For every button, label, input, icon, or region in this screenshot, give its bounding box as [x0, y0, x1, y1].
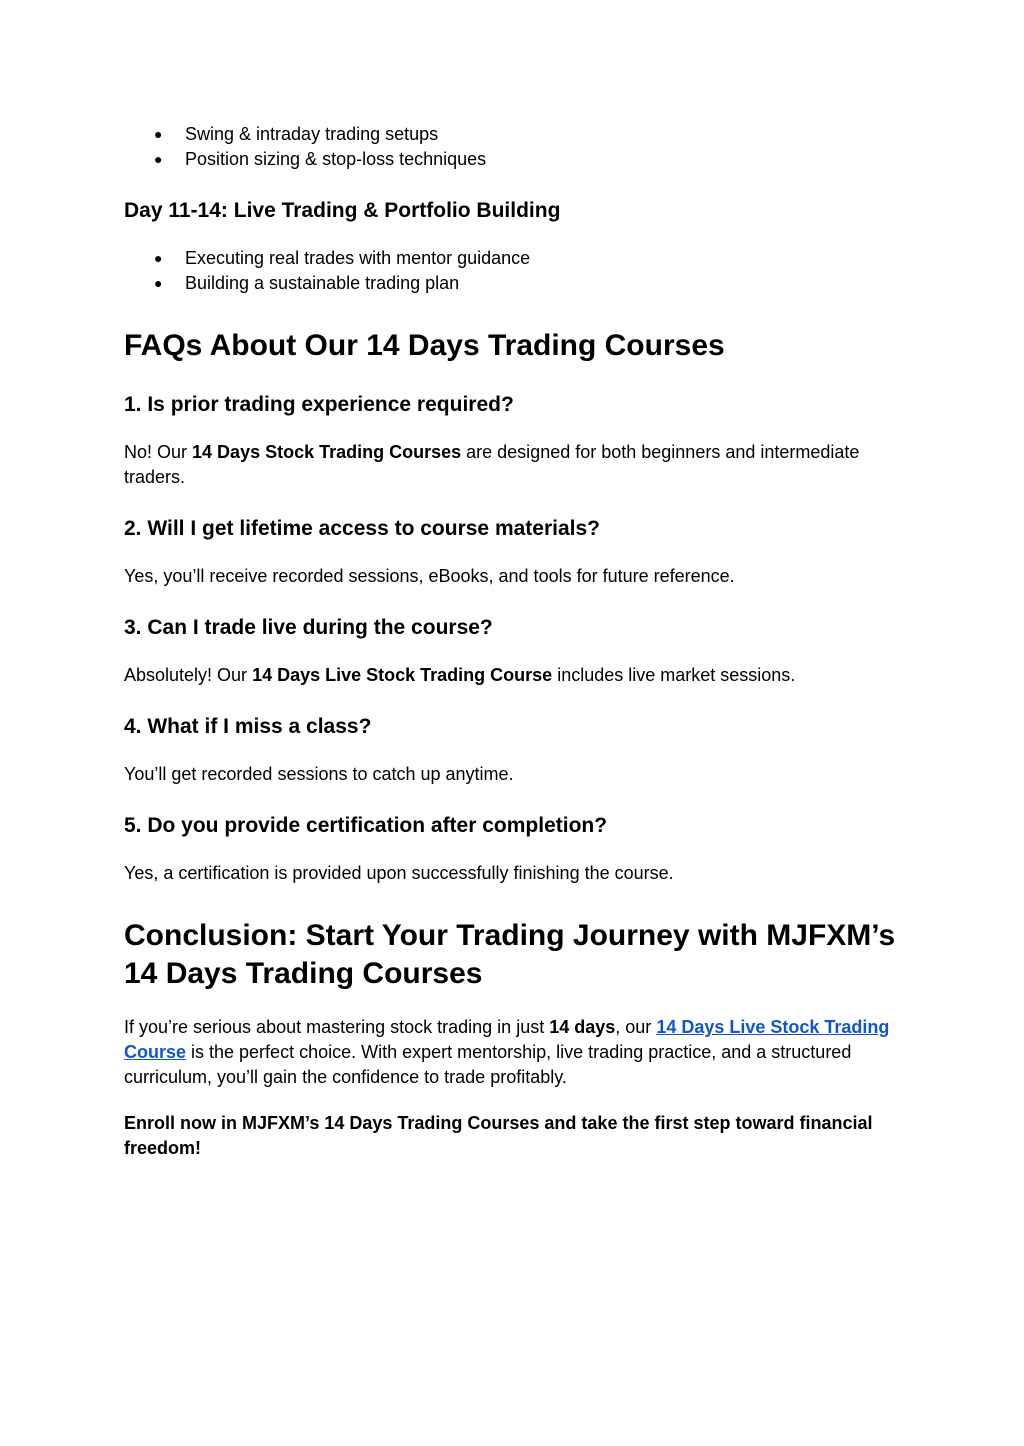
- bullet-icon: ●: [154, 250, 163, 266]
- day-section-bullet-list: [124, 246, 530, 296]
- faq-question-5: 5. Do you provide certification after completion?: [124, 814, 608, 837]
- faq-question-1: 1. Is prior trading experience required?: [124, 393, 514, 416]
- enroll-cta: Enroll now in MJFXM’s 14 Days Trading Courses and take the first step toward financial freedom!: [124, 1113, 873, 1158]
- list-item: ● Executing real trades with mentor guidance: [124, 246, 530, 271]
- list-item: ● Position sizing & stop-loss techniques: [124, 147, 486, 172]
- bullet-icon: ●: [154, 151, 163, 167]
- bullet-icon: ●: [154, 275, 163, 291]
- course-link[interactable]: 14 Days Live Stock Trading Course: [124, 1017, 890, 1062]
- faq-answer-1: No! Our 14 Days Stock Trading Courses are designed for both beginners and intermediate traders.: [124, 442, 860, 487]
- faq-question-3: 3. Can I trade live during the course?: [124, 616, 493, 639]
- intro-bullet-list: [124, 122, 486, 172]
- conclusion-paragraph: If you’re serious about mastering stock trading in just 14 days, our 14 Days Live Stock Trading Course is the perfect choice. With expert mentorship, live trading practice, and a structured curriculum, you’ll gain the confidence to trade profitably.: [124, 1017, 890, 1087]
- conclusion-heading: Conclusion: Start Your Trading Journey with MJFXM’s 14 Days Trading Courses: [124, 919, 896, 990]
- faq-question-2: 2. Will I get lifetime access to course materials?: [124, 517, 600, 540]
- list-item: ● Swing & intraday trading setups: [124, 122, 486, 147]
- day-section-heading: Day 11-14: Live Trading & Portfolio Building: [124, 199, 561, 222]
- faq-answer-5: Yes, a certification is provided upon successfully finishing the course.: [124, 863, 674, 883]
- faq-answer-3: Absolutely! Our 14 Days Live Stock Trading Course includes live market sessions.: [124, 665, 796, 685]
- list-item: ● Building a sustainable trading plan: [124, 271, 530, 296]
- bullet-icon: ●: [154, 126, 163, 142]
- faq-question-4: 4. What if I miss a class?: [124, 715, 372, 738]
- faq-answer-4: You’ll get recorded sessions to catch up anytime.: [124, 764, 514, 784]
- faq-heading: FAQs About Our 14 Days Trading Courses: [124, 329, 725, 362]
- faq-answer-2: Yes, you’ll receive recorded sessions, eBooks, and tools for future reference.: [124, 566, 735, 586]
